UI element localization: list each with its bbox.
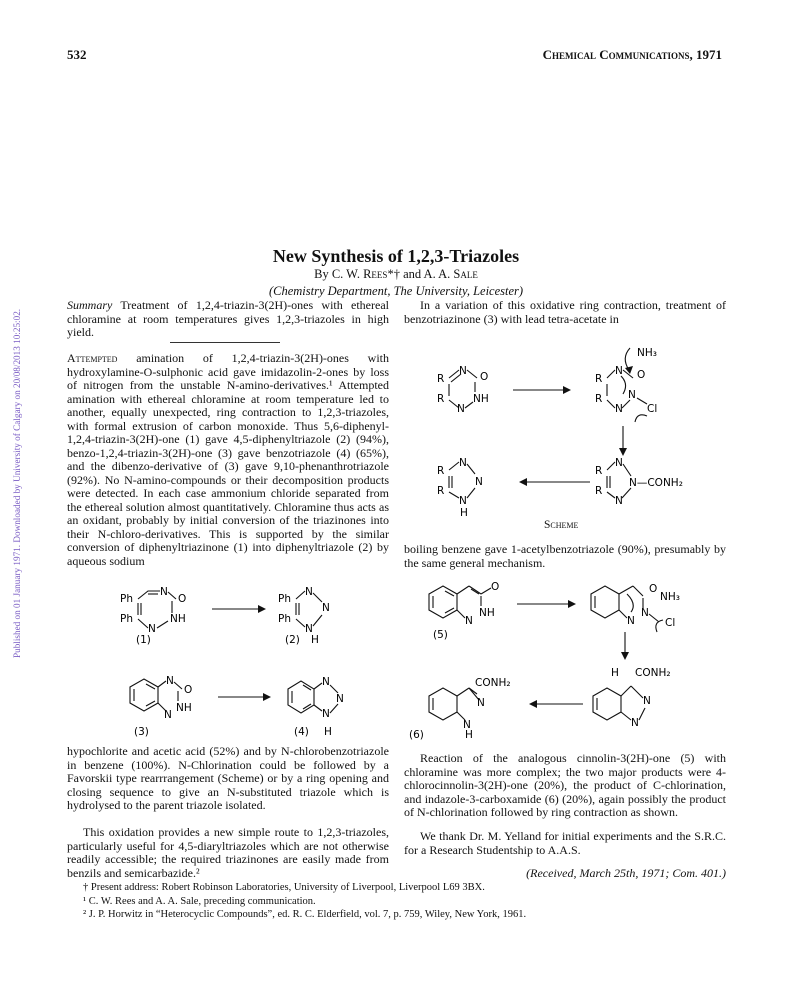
label-5: (5) (433, 629, 448, 641)
nh3-label: NH₃ (660, 591, 680, 603)
n-label: N (305, 586, 313, 598)
label-3: (3) (134, 726, 149, 738)
n-label: N (643, 695, 651, 707)
n-label: N (615, 495, 623, 507)
triazole-product-structure (437, 457, 483, 518)
n-label: N (627, 615, 635, 627)
conh2-label: CONH₂ (635, 667, 671, 679)
nh-label: NH (473, 393, 489, 405)
h-label: H (324, 726, 332, 738)
n-label: N (641, 607, 649, 619)
n-label: N (322, 708, 330, 720)
compound-5-structure (429, 581, 499, 641)
nh-label: NH (170, 613, 186, 625)
n-label: N (475, 476, 483, 488)
conh2-label: CONH₂ (475, 677, 511, 689)
right-paragraph-2: boiling benzene gave 1-acetylbenzotriazole (90%), presumably by the same general mechanism. (404, 542, 726, 570)
n-label: N (305, 623, 313, 635)
n-carbamoyl-triazole-structure (595, 457, 683, 507)
cl-label: Cl (647, 403, 658, 415)
n-label: N (166, 675, 174, 687)
ph-label: Ph (278, 593, 291, 605)
r-label: R (595, 393, 603, 405)
authors-and: and A. A. (399, 267, 454, 281)
ph-label: Ph (120, 613, 133, 625)
o-label: O (637, 369, 646, 381)
journal-name: Chemical Communications, 1971 (542, 47, 722, 62)
compound-6-structure (409, 677, 511, 741)
r-label: R (437, 393, 445, 405)
n-label: N (457, 403, 465, 415)
nh3-label: NH₃ (637, 347, 657, 359)
n-label: N (615, 365, 623, 377)
mechanism-scheme (425, 338, 725, 518)
summary (67, 299, 389, 340)
o-label: O (649, 583, 658, 595)
authors-line (0, 267, 792, 282)
h-label: H (460, 507, 468, 518)
label-2: (2) (285, 634, 300, 646)
r-label: R (595, 373, 603, 385)
compound-4-structure (288, 676, 344, 738)
n-label: N (463, 719, 471, 731)
n-label: N (322, 676, 330, 688)
n-label: N (465, 615, 473, 627)
nh-label: NH (479, 607, 495, 619)
r-label: R (595, 485, 603, 497)
page-number: 532 (67, 47, 87, 62)
compound-3-structure (130, 675, 192, 738)
r-label: R (437, 465, 445, 477)
right-paragraph-1: In a variation of this oxidative ring contraction, treatment of benzotriazinone (3) with lead tetra-acetate in (404, 298, 726, 326)
author-rees: Rees (363, 267, 388, 281)
affiliation: (Chemistry Department, The University, Leicester) (268, 284, 524, 298)
n-label: N (148, 623, 156, 635)
n-label: N (322, 602, 330, 614)
n-chloro-intermediate-structure (595, 365, 657, 422)
n-label: N (459, 495, 467, 507)
n-label: N (615, 403, 623, 415)
footnote-1: † Present address: Robert Robinson Laboratories, University of Liverpool, Liverpool L69 3BX. (83, 882, 485, 893)
summary-text: Treatment of 1,2,4-triazin-3(2H)-ones with ethereal chloramine at room temperatures gives 1,2,3-triazoles in high yield. (67, 298, 389, 339)
left-paragraph-2: hypochlorite and acetic acid (52%) and by N-chlorobenzotriazole in benzene (100%). N-Chlorination could be followed by a Favorskii type rearrrangement (Scheme) or by a ring opening and closing sequence to give an N-substituted triazole which is hydrolysed to the parent triazole isolated. (67, 744, 389, 812)
scheme-caption: Scheme (544, 519, 579, 531)
left-paragraph-3: This oxidation provides a new simple route to 1,2,3-triazoles, particularly useful for 4,5-diaryltriazoles which are not otherwise readily accessible; the required triazinones are easily made from benzils and semicarbazide.² (67, 825, 389, 880)
article-title: New Synthesis of 1,2,3-Triazoles (272, 246, 520, 266)
r-triazinone-structure (437, 365, 489, 415)
n-label: N (459, 457, 467, 469)
ph-label: Ph (120, 593, 133, 605)
download-watermark (12, 118, 24, 658)
footnote-2: ¹ C. W. Rees and A. A. Sale, preceding communication. (83, 896, 316, 907)
authors-prefix: By C. W. (314, 267, 364, 281)
carboxamide-intermediate-structure (593, 667, 671, 729)
triazine-to-triazole-scheme (100, 585, 390, 745)
lead-word: Attempted (67, 351, 118, 365)
cinnolinone-intermediate-structure (591, 583, 680, 632)
o-label: O (480, 371, 489, 383)
author-sale: Sale (453, 267, 478, 281)
n-label: N (628, 389, 636, 401)
footnote-3: ² J. P. Horwitz in “Heterocyclic Compounds”, ed. R. C. Elderfield, vol. 7, p. 759, Wiley, New York, 1961. (83, 909, 527, 920)
label-6: (6) (409, 729, 424, 741)
compound-1-structure (120, 586, 186, 646)
nh-label: NH (176, 702, 192, 714)
ph-label: Ph (278, 613, 291, 625)
n-label: N (160, 586, 168, 598)
n-label: N (459, 365, 467, 377)
right-paragraph-3: Reaction of the analogous cinnolin-3(2H)-one (5) with chloramine was more complex; the two major products were 4-chlorocinnolin-3(2H)-one (20%), the product of C-chlorination, and indazole-3-carboxamide (6) (20%), again possibly the product of N-chlorination followed by ring contraction as shown. (404, 751, 726, 819)
r-label: R (437, 373, 445, 385)
right-paragraph-4: We thank Dr. M. Yelland for initial experiments and the S.R.C. for a Research Studentship to A.A.S. (404, 829, 726, 857)
label-1: (1) (136, 634, 151, 646)
n-label: N (615, 457, 623, 469)
cl-label: Cl (665, 617, 676, 629)
compound-2-structure (278, 586, 330, 646)
n-label: N (164, 709, 172, 721)
r-label: R (437, 485, 445, 497)
summary-divider (170, 342, 280, 343)
left-paragraph-1 (67, 352, 389, 568)
download-watermark-text[interactable]: Published on 01 January 1971. Downloaded by University of Calgary on 20/08/2013 10:25:02. (12, 308, 22, 658)
h-label: H (465, 729, 473, 741)
o-label: O (491, 581, 500, 593)
n-label: N (336, 693, 344, 705)
author-mark: *† (387, 267, 400, 281)
r-label: R (595, 465, 603, 477)
n-label: N (631, 717, 639, 729)
h-label: H (611, 667, 619, 679)
o-label: O (178, 593, 187, 605)
cinnolinone-scheme (405, 580, 725, 745)
summary-label: Summary (67, 298, 113, 312)
label-4: (4) (294, 726, 309, 738)
received-note: (Received, March 25th, 1971; Com. 401.) (526, 866, 726, 880)
left-paragraph-1-text: amination of 1,2,4-triazin-3(2H)-ones with hydroxylamine-O-sulphonic acid gave imidazolin-2-ones by loss of nitrogen from the unstable N-amino-derivatives.¹ Attempted amination with ethereal chloramine at room temperature led to another, equally unexpected, ring contraction to 1,2,3-triazoles, with formal extrusion of carbon monoxide. Thus 5,6-diphenyl-1,2,4-triazin-3(2H)-one (1) gave 4,5-diphenyltriazole (2) (94%), benzo-1,2,4-triazin-3(2H)-one (3) gave benzotriazole (4) (65%), and the dibenzo-derivative of (3) gave 9,10-phenanthrotriazole (92%). No N-amino-compounds or their decomposition products were detected. In each case ammonium chloride separated from the ethereal solution almost quantitatively. Chloramine thus acts as an oxidant, probably by initial conversion of the triazinones into their N-chloro-derivatives. This is supported by the similar conversion of diphenyltriazinone (1) into diphenyltriazole (2) by aqueous sodium (67, 351, 389, 568)
n-label: N (477, 697, 485, 709)
h-label: H (311, 634, 319, 646)
n-conh2-label: N—CONH₂ (629, 477, 683, 489)
o-label: O (184, 684, 193, 696)
